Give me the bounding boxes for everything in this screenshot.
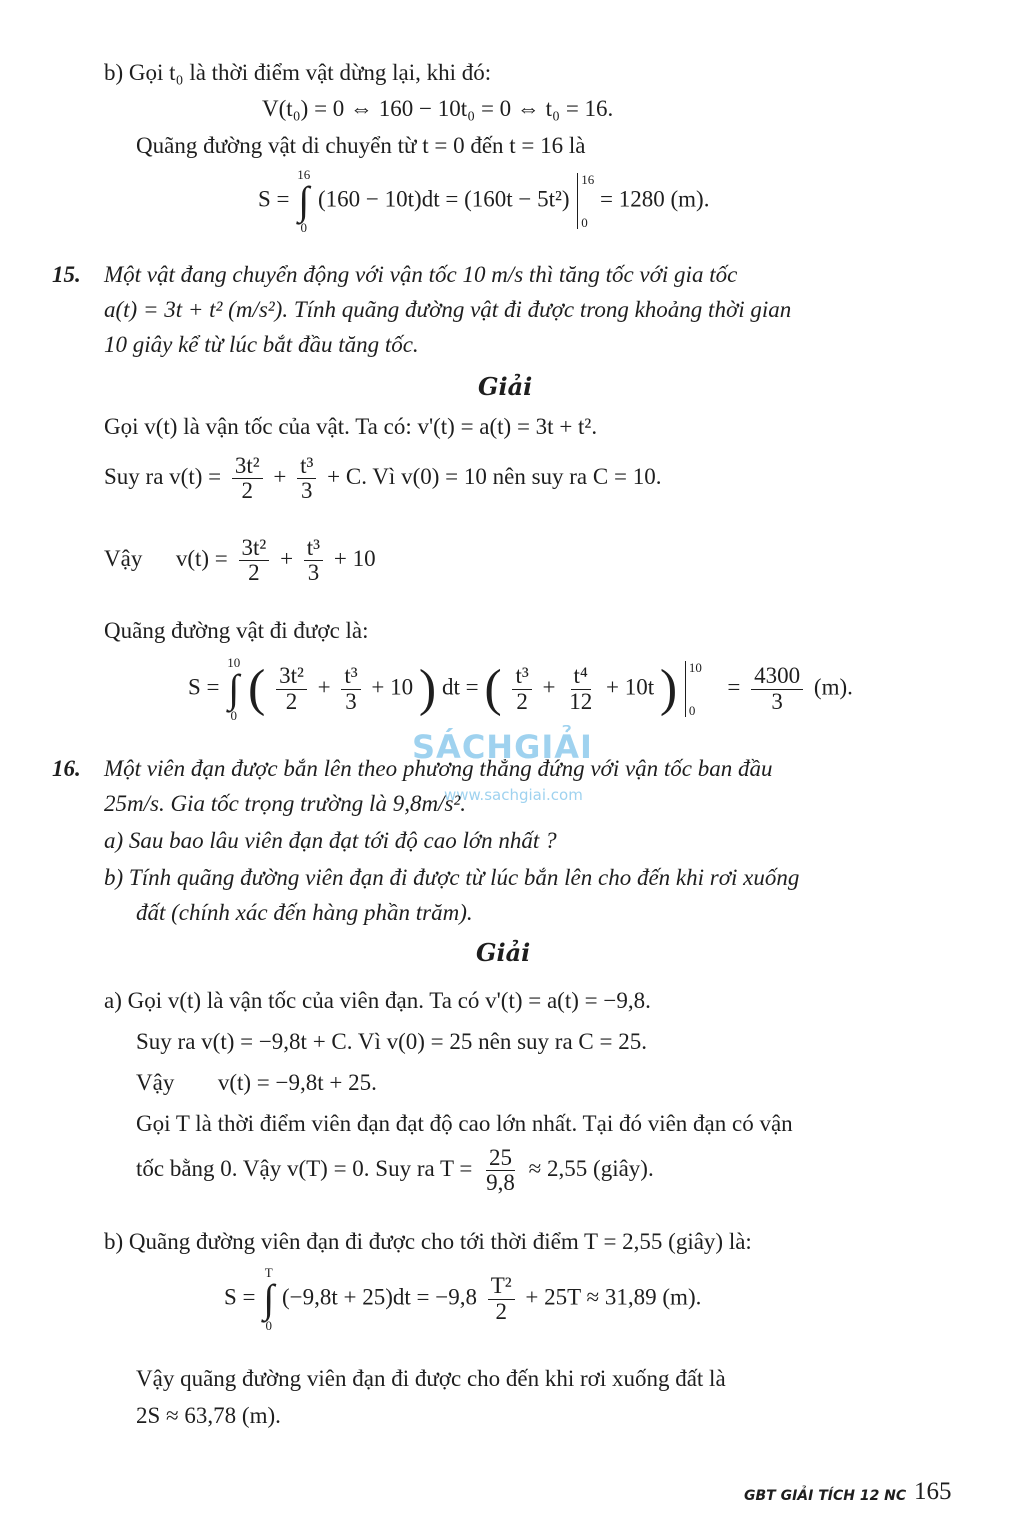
p16-conclusion-line1: Vậy quãng đường viên đạn đi được cho đến khi rơi xuống đất là xyxy=(136,1366,726,1391)
lower-limit: 0 xyxy=(230,708,238,723)
denominator: 2 xyxy=(516,688,528,714)
line5-result: ≈ 2,55 (giây). xyxy=(528,1155,654,1181)
problem-16-line1: Một viên đạn được bắn lên theo phương thẳng đứng với vận tốc ban đầu xyxy=(104,756,773,781)
eval-bar xyxy=(685,661,702,717)
integrand: (160 − 10t)dt = xyxy=(318,186,459,212)
p16-integral-formula xyxy=(224,1266,701,1332)
line5-lead: tốc bằng 0. Vậy v(T) = 0. Suy ra T = xyxy=(136,1155,473,1181)
denominator: 3 xyxy=(307,560,320,586)
bar-upper: 16 xyxy=(581,172,595,187)
result: + 25T ≈ 31,89 (m). xyxy=(525,1284,702,1310)
integral: 16 ∫ 0 xyxy=(297,167,311,235)
problem-16-question-a: a) Sau bao lâu viên đạn đạt tới độ cao lớn nhất ? xyxy=(104,828,557,853)
book-title: GBT GIẢI TÍCH 12 NC xyxy=(744,1488,907,1504)
denominator: 12 xyxy=(569,688,593,714)
numerator: t⁴ xyxy=(571,664,591,689)
denominator: 2 xyxy=(495,1298,507,1324)
fraction-t4-over-12 xyxy=(566,664,595,713)
problem-15-number: 15. xyxy=(52,262,81,287)
numerator: t³ xyxy=(512,664,531,689)
velocity-formula: v(t) = −9,8t + 25. xyxy=(217,1070,377,1095)
vay-label: Vậy xyxy=(104,545,143,571)
problem-16-line2: 25m/s. Gia tốc trọng trường là 9,8m/s². xyxy=(104,791,467,816)
p14b-line2: Quãng đường vật di chuyển từ t = 0 đến t = 16 là xyxy=(136,133,586,158)
upper-limit: T xyxy=(264,1265,273,1280)
numerator: 4300 xyxy=(751,664,803,689)
p15-step4: Quãng đường vật đi được là: xyxy=(104,618,369,643)
problem-16-question-b1: b) Tính quãng đường viên đạn đi được từ lúc bắn lên cho đến khi rơi xuống xyxy=(104,865,800,890)
denominator: 2 xyxy=(248,560,260,586)
bar-lower: 0 xyxy=(581,215,588,230)
page-number: 165 xyxy=(914,1478,952,1505)
result: = 1280 (m). xyxy=(600,186,710,212)
bar-upper: 10 xyxy=(688,660,702,675)
p14b-equation: V(t₀) = 0 ⇔ 160 − 10t₀ = 0 ⇔ t₀ = 16. xyxy=(262,96,614,121)
lower-limit: 0 xyxy=(300,220,308,235)
antiderivative: (160t − 5t²) xyxy=(464,186,570,212)
solution-heading-16: Giải xyxy=(476,938,531,967)
numerator: 3t² xyxy=(276,664,307,689)
p16-a-line1: a) Gọi v(t) là vận tốc của viên đạn. Ta có v'(t) = a(t) = −9,8. xyxy=(104,988,651,1013)
plus-ten-t: + 10t xyxy=(605,674,655,700)
p14b-integral-formula xyxy=(258,168,709,234)
p16-b-line1: b) Quãng đường viên đạn đi được cho tới thời điểm T = 2,55 (giây) là: xyxy=(104,1229,752,1254)
watermark-brand: SÁCHGIẢI xyxy=(412,728,593,766)
integral: T ∫ 0 xyxy=(263,1265,275,1333)
plus-sign: + xyxy=(273,463,287,489)
numerator: 3t² xyxy=(239,536,270,561)
problem-15-line3: 10 giây kể từ lúc bắt đầu tăng tốc. xyxy=(104,332,419,357)
fraction-t3-over-2 xyxy=(512,664,531,713)
fraction-t3-over-3 xyxy=(297,454,316,503)
denominator: 3 xyxy=(301,478,313,504)
integral: 10 ∫ 0 xyxy=(227,655,241,723)
fraction-25-over-9-8 xyxy=(483,1146,518,1195)
p16-a-line4: Gọi T là thời điểm viên đạn đạt độ cao lớn nhất. Tại đó viên đạn có vận xyxy=(136,1111,793,1136)
left-paren: ( xyxy=(484,660,502,717)
s-symbol: S = xyxy=(224,1284,256,1310)
solution-heading-15: Giải xyxy=(478,372,533,401)
vay-label: Vậy xyxy=(136,1070,175,1095)
fraction-t3-over-3 xyxy=(304,536,323,585)
plus-ten: + 10 xyxy=(371,674,414,700)
problem-16-number: 16. xyxy=(52,756,81,781)
lower-limit: 0 xyxy=(265,1318,272,1333)
fraction-3t2-over-2 xyxy=(239,536,270,585)
plus-sign: + xyxy=(317,674,331,700)
right-paren: ) xyxy=(418,660,437,717)
plus-sign: + xyxy=(542,674,556,700)
p15-step3 xyxy=(104,536,376,585)
p16-conclusion-line2: 2S ≈ 63,78 (m). xyxy=(136,1403,281,1428)
p14b-intro: b) Gọi t₀ là thời điểm vật dừng lại, khi đó: xyxy=(104,60,492,85)
upper-limit: 16 xyxy=(297,167,311,182)
p15-step2 xyxy=(104,454,661,503)
fraction-3t2-over-2 xyxy=(232,454,263,503)
bar-lower: 0 xyxy=(688,703,696,718)
fraction-4300-over-3 xyxy=(751,664,803,713)
step2-lead: Suy ra v(t) = xyxy=(104,463,222,489)
fraction-t3-over-3 xyxy=(341,664,360,713)
right-paren: ) xyxy=(659,660,678,717)
plus-ten: + 10 xyxy=(333,545,376,571)
watermark-url: www.sachgiai.com xyxy=(444,786,583,804)
problem-15-line2: a(t) = 3t + t² (m/s²). Tính quãng đường vật đi được trong khoảng thời gian xyxy=(104,297,792,322)
p16-a-line2: Suy ra v(t) = −9,8t + C. Vì v(0) = 25 nên suy ra C = 25. xyxy=(136,1029,647,1054)
problem-15-line1: Một vật đang chuyển động với vận tốc 10 m/s thì tăng tốc với gia tốc xyxy=(104,262,738,287)
p15-integral-formula xyxy=(188,656,853,722)
denominator: 3 xyxy=(771,688,783,714)
problem-16-question-b2: đất (chính xác đến hàng phần trăm). xyxy=(136,900,473,925)
unit: (m). xyxy=(813,674,853,700)
p16-a-line3 xyxy=(136,1070,377,1096)
p16-a-line5 xyxy=(136,1146,654,1195)
s-symbol: S = xyxy=(188,674,220,700)
equals-sign: = xyxy=(727,674,741,700)
left-paren: ( xyxy=(248,660,266,717)
p15-step1: Gọi v(t) là vận tốc của vật. Ta có: v'(t) = a(t) = 3t + t². xyxy=(104,414,598,439)
fraction-3t2-over-2 xyxy=(276,664,307,713)
denominator: 9,8 xyxy=(486,1170,515,1196)
eval-bar xyxy=(577,173,594,229)
denominator: 3 xyxy=(345,688,357,714)
numerator: 3t² xyxy=(232,454,263,479)
dt-equals: dt = xyxy=(441,674,479,700)
numerator: t³ xyxy=(304,536,323,561)
numerator: 25 xyxy=(486,1146,515,1171)
numerator: t³ xyxy=(297,454,316,479)
numerator: T² xyxy=(488,1274,515,1299)
v-lead: v(t) = xyxy=(175,545,228,571)
step2-tail: + C. Vì v(0) = 10 nên suy ra C = 10. xyxy=(327,463,662,489)
integrand: (−9,8t + 25)dt = −9,8 xyxy=(281,1284,477,1310)
denominator: 2 xyxy=(241,478,253,504)
upper-limit: 10 xyxy=(227,655,241,670)
denominator: 2 xyxy=(285,688,298,714)
plus-sign: + xyxy=(280,545,294,571)
fraction-T2-over-2 xyxy=(488,1274,515,1323)
numerator: t³ xyxy=(341,664,360,689)
s-symbol: S = xyxy=(258,186,290,212)
